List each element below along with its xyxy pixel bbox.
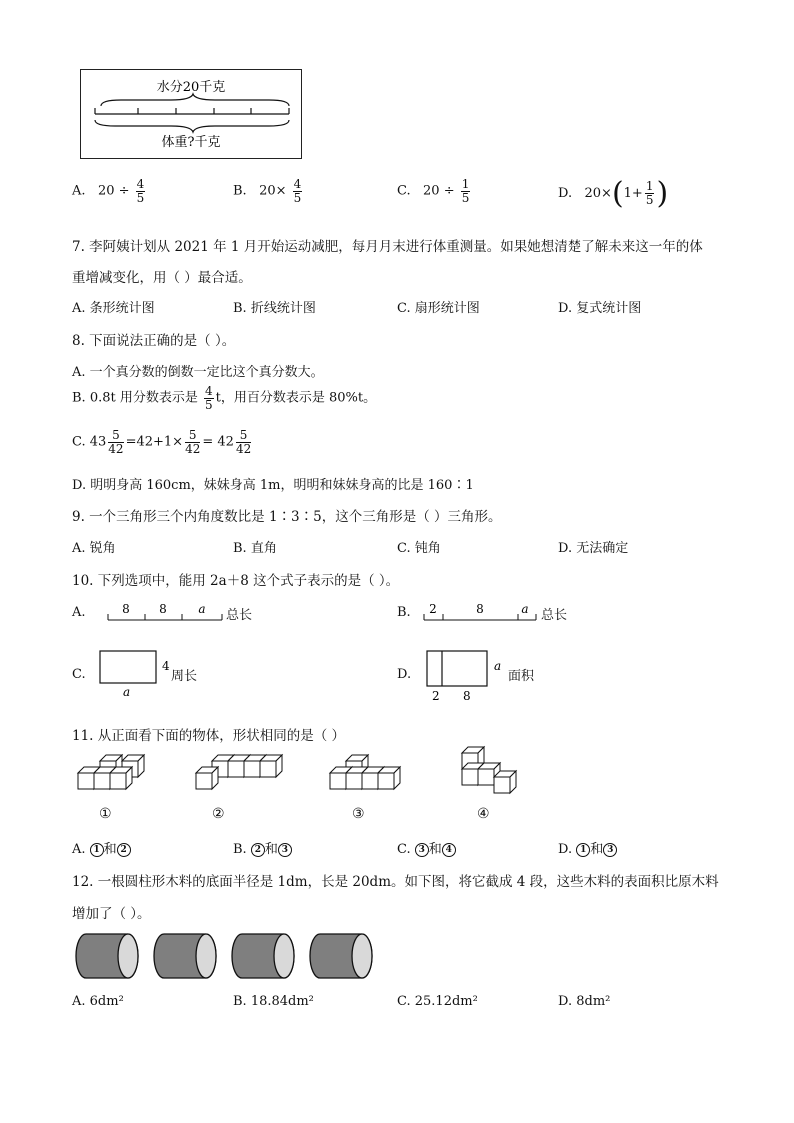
bottom-label: 2	[432, 689, 440, 702]
q10-option-b-tail: 总长	[541, 608, 568, 623]
bottom-label: 8	[463, 689, 471, 702]
side-label: a	[494, 659, 502, 673]
q11-figure-3-label: ③	[352, 806, 365, 822]
q12-option-a[interactable]: A. 6dm²	[72, 994, 124, 1009]
q10-option-d-rect	[424, 648, 514, 702]
q9-option-b[interactable]: B. 直角	[233, 541, 277, 556]
q7-option-c[interactable]: C. 扇形统计图	[397, 301, 480, 316]
q10-stem: 10. 下列选项中，能用 2a＋8 这个式子表示的是（ ）。	[72, 573, 400, 589]
q9-stem: 9. 一个三角形三个内角度数比是 1∶3∶5，这个三角形是（ ）三角形。	[72, 509, 502, 525]
cube-figure-1	[78, 755, 144, 789]
cylinder-piece-3	[232, 934, 294, 978]
q8-stem: 8. 下面说法正确的是（ ）。	[72, 333, 236, 349]
q9-option-c[interactable]: C. 钝角	[397, 541, 441, 556]
q11-figure-4-label: ④	[477, 806, 490, 822]
weight-label: 体重?千克	[161, 135, 221, 150]
cylinder-piece-1	[76, 934, 138, 978]
q11-option-b[interactable]: B. 2 和 3	[233, 838, 292, 857]
q6-option-d[interactable]: D. 20×(1+ $\frac{1}{5}$ )	[558, 176, 669, 211]
fraction: $\frac{1}{5}$	[461, 177, 470, 205]
cube-figure-4	[462, 747, 516, 793]
q10-option-d-label[interactable]: D.	[397, 667, 412, 682]
side-label: 4	[162, 659, 170, 673]
q7-stem-line1: 7. 李阿姨计划从 2021 年 1 月开始运动减肥，每月月末进行体重测量。如果她想清楚了解未来这一年的体	[72, 239, 703, 255]
q12-option-d[interactable]: D. 8dm²	[558, 994, 611, 1009]
q7-option-b[interactable]: B. 折线统计图	[233, 301, 316, 316]
q12-option-b[interactable]: B. 18.84dm²	[233, 994, 314, 1009]
q11-option-c[interactable]: C. 3 和 4	[397, 838, 456, 857]
fraction: $\frac{1}{5}$	[645, 179, 654, 207]
fraction: $\frac{5}{42}$	[108, 428, 124, 456]
q6-option-b[interactable]: B. 20× $\frac{4}{5}$	[233, 177, 302, 205]
top-brace	[101, 94, 289, 106]
cylinder-piece-2	[154, 934, 216, 978]
q8-option-d[interactable]: D. 明明身高 160cm，妹妹身高 1m，明明和妹妹身高的比是 160∶1	[72, 478, 474, 493]
q11-option-d[interactable]: D. 1 和 3	[558, 838, 617, 857]
q9-option-a[interactable]: A. 锐角	[72, 541, 116, 556]
fraction: $\frac{5}{42}$	[185, 428, 201, 456]
q10-option-c-label[interactable]: C.	[72, 667, 86, 682]
q11-stem: 11. 从正面看下面的物体，形状相同的是（ ）	[72, 728, 346, 744]
seg-label: a	[521, 602, 529, 616]
q11-cube-figures	[70, 745, 530, 805]
fraction: $\frac{4}{5}$	[205, 384, 213, 412]
seg-label: 8	[476, 602, 484, 616]
q7-option-d[interactable]: D. 复式统计图	[558, 301, 642, 316]
bottom-label: a	[123, 685, 131, 699]
q11-option-a[interactable]: A. 1 和 2	[72, 838, 131, 857]
seg-label: 2	[429, 602, 437, 616]
seg-label: 8	[159, 602, 167, 616]
cube-figure-3	[330, 755, 400, 789]
q10-option-d-tail: 面积	[508, 669, 535, 684]
q12-stem-line1: 12. 一根圆柱形木料的底面半径是 1dm，长是 20dm。如下图，将它截成 4 段，这些木料的表面积比原木料	[72, 874, 719, 890]
bottom-brace	[95, 120, 289, 132]
seg-label: 8	[122, 602, 130, 616]
q8-option-b[interactable]: B. 0.8t 用分数表示是 $\frac{4}{5}$ t，用百分数表示是 80%t。	[72, 384, 377, 412]
fraction: $\frac{4}{5}$	[293, 177, 302, 205]
q12-stem-line2: 增加了（ ）。	[72, 906, 151, 922]
q7-option-a[interactable]: A. 条形统计图	[72, 301, 155, 316]
q10-option-a-tail: 总长	[226, 608, 253, 623]
q10-option-c-rect	[96, 648, 176, 700]
weight-diagram	[80, 69, 302, 159]
q12-cylinder-pieces	[72, 930, 382, 982]
q7-stem-line2: 重增减变化，用（ ）最合适。	[72, 270, 252, 286]
q10-option-a-label[interactable]: A.	[72, 605, 86, 620]
q10-option-c-tail: 周长	[171, 669, 198, 684]
q12-option-c[interactable]: C. 25.12dm²	[397, 994, 478, 1009]
cube-figure-2	[196, 755, 282, 789]
cylinder-piece-4	[310, 934, 372, 978]
q11-figure-1-label: ①	[99, 806, 112, 822]
q6-option-a[interactable]: A. 20 ÷ $\frac{4}{5}$	[72, 177, 145, 205]
q10-option-b-label[interactable]: B.	[397, 605, 411, 620]
q11-figure-2-label: ②	[212, 806, 225, 822]
fraction: $\frac{4}{5}$	[136, 177, 145, 205]
q8-option-c[interactable]: C. 43 $\frac{5}{42}$ =42+1× $\frac{5}{42}$ = 42 $\frac{5}{42}$	[72, 428, 252, 456]
weight-diagram-svg	[81, 70, 301, 158]
q6-option-c[interactable]: C. 20 ÷ $\frac{1}{5}$	[397, 177, 470, 205]
fraction: $\frac{5}{42}$	[235, 428, 252, 456]
q8-option-a[interactable]: A. 一个真分数的倒数一定比这个真分数大。	[72, 365, 324, 380]
q9-option-d[interactable]: D. 无法确定	[558, 541, 629, 556]
q10-option-b-segment	[418, 598, 548, 626]
seg-label: a	[198, 602, 206, 616]
water-label: 水分20千克	[156, 80, 226, 95]
